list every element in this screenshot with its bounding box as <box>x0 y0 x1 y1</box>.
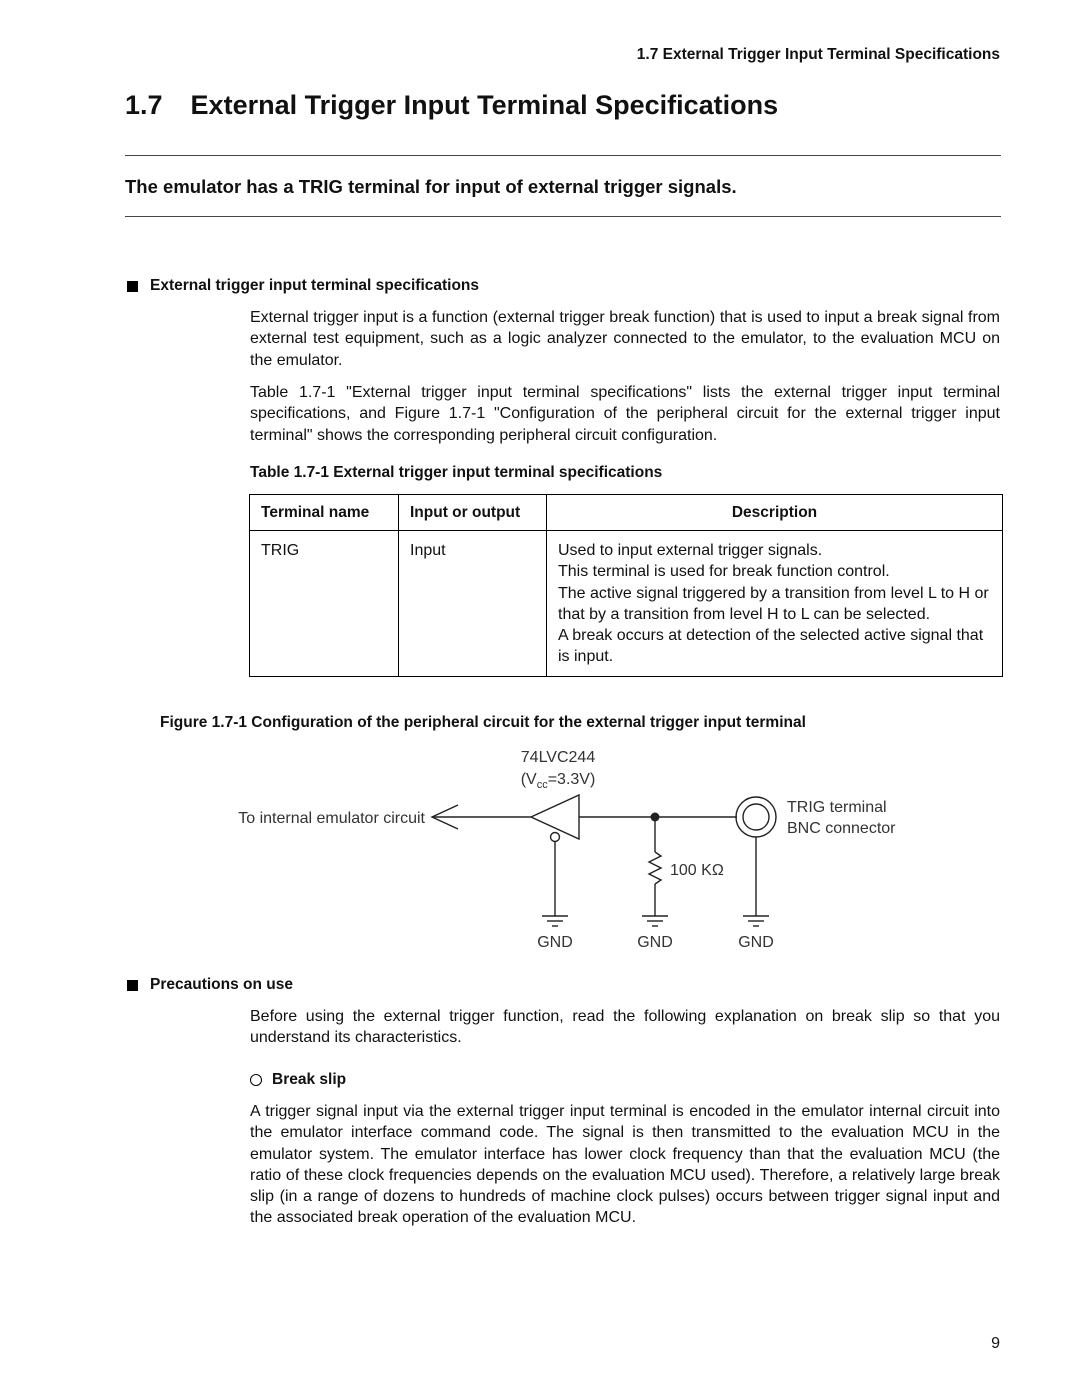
paragraph-precautions: Before using the external trigger function, read the following explanation on break slip so that you understand its characteristics. <box>250 1008 1000 1047</box>
square-bullet-icon <box>127 980 138 991</box>
section-heading-text: External trigger input terminal specifications <box>150 277 480 294</box>
running-header: 1.7 External Trigger Input Terminal Specifications <box>636 46 1000 63</box>
subheading-break-slip <box>250 1071 346 1089</box>
description-line: A break occurs at detection of the selected active signal that is input. <box>558 627 984 666</box>
table-row <box>250 531 1003 677</box>
ground-icon <box>642 916 668 926</box>
table-header-row <box>250 495 1003 531</box>
section-heading-text: Precautions on use <box>150 976 293 993</box>
internal-circuit-label: To internal emulator circuit <box>238 810 425 827</box>
section-title <box>125 90 778 121</box>
figure-caption: Figure 1.7-1 Configuration of the peripheral circuit for the external trigger input terminal <box>160 714 806 731</box>
section-title-text: External Trigger Input Terminal Specifications <box>190 90 779 120</box>
bnc-inner-icon <box>743 804 769 830</box>
gnd-label: GND <box>738 934 774 951</box>
ground-icon <box>743 916 769 926</box>
description-line: Used to input external trigger signals. <box>558 542 823 559</box>
cell-description <box>547 531 1003 677</box>
paragraph-reference: Table 1.7-1 "External trigger input terminal specifications" lists the external trigger input terminal specifications, and Figure 1.7-1 "Configuration of the peripheral circuit for the external trigger input terminal" shows the corresponding peripheral circuit configuration. <box>250 384 1000 444</box>
header-description: Description <box>547 495 1003 531</box>
cell-io: Input <box>399 531 547 677</box>
buffer-label: 74LVC244 <box>520 749 596 766</box>
spec-table <box>249 494 1003 677</box>
cell-terminal-name: TRIG <box>250 531 399 677</box>
circuit-diagram <box>0 740 1080 960</box>
square-bullet-icon <box>127 281 138 292</box>
section-heading-precautions <box>127 976 293 994</box>
circle-bullet-icon <box>250 1074 262 1086</box>
resistor-label: 100 KΩ <box>670 862 724 879</box>
description-line: This terminal is used for break function control. <box>558 563 890 581</box>
trig-terminal-label: TRIG terminal <box>787 799 887 816</box>
table-caption: Table 1.7-1 External trigger input terminal specifications <box>250 464 663 481</box>
description-line: The active signal triggered by a transition from level L to H or that by a transition from level H to L can be selected. <box>558 584 989 623</box>
lead-summary: The emulator has a TRIG terminal for input of external trigger signals. <box>125 176 737 197</box>
header-input-output: Input or output <box>399 495 547 531</box>
vcc-label: $(V_{cc}=3.3V)$ <box>520 771 596 791</box>
header-terminal-name: Terminal name <box>250 495 399 531</box>
gnd-label: GND <box>637 934 673 951</box>
subheading-text: Break slip <box>272 1071 347 1088</box>
page-number: 9 <box>991 1335 1000 1352</box>
section-number: 1.7 <box>125 90 163 120</box>
bnc-connector-label: BNC connector <box>787 820 896 837</box>
lead-rule <box>125 216 1001 217</box>
paragraph-intro: External trigger input is a function (external trigger break function) that is used to input a break signal from external test equipment, such as a logic analyzer connected to the emulator, to the evaluation MCU on the emulator. <box>250 309 1000 369</box>
section-heading-specs <box>127 277 479 295</box>
paragraph-break-slip: A trigger signal input via the external trigger input terminal is encoded in the emulator internal circuit into the emulator interface command code. The signal is then transmitted to the evaluation MCU in the emulator system. The emulator interface has lower clock frequency than that the evaluation MCU (the ratio of these clock frequencies depends on the evaluation MCU used). Therefore, a relatively large break slip (in a range of dozens to hundreds of machine clock pulses) occurs between trigger signal input and the associated break operation of the evaluation MCU. <box>250 1103 1000 1227</box>
title-rule <box>125 155 1001 156</box>
enable-bubble-icon <box>551 833 560 842</box>
junction-dot-icon <box>651 813 660 822</box>
gnd-label: GND <box>537 934 573 951</box>
ground-icon <box>542 916 568 926</box>
resistor-icon <box>649 852 661 884</box>
bnc-outer-icon <box>736 797 776 837</box>
